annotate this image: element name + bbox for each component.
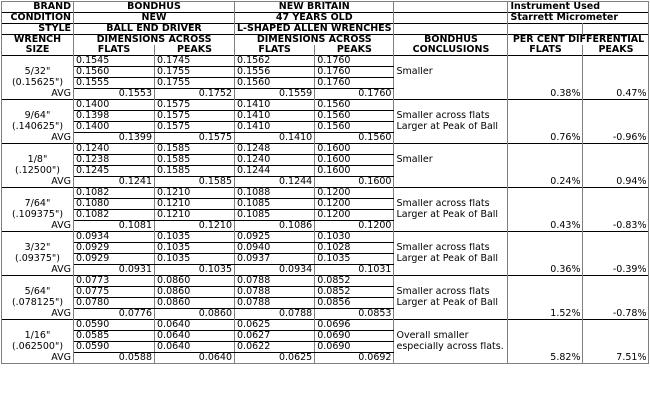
peaks-value: 0.1575 bbox=[155, 122, 235, 133]
diff-cell bbox=[508, 232, 583, 243]
peaks-value: 0.1600 bbox=[315, 166, 394, 177]
avg-peaks: 0.0692 bbox=[315, 353, 394, 364]
flats-value: 0.1560 bbox=[74, 67, 155, 78]
peaks-value: 0.1210 bbox=[155, 188, 235, 199]
flats-value: 0.1398 bbox=[74, 111, 155, 122]
diff-flats: 0.43% bbox=[508, 221, 583, 232]
peaks-value: 0.0690 bbox=[315, 331, 394, 342]
conclusion-text: Overall smaller bbox=[394, 331, 508, 342]
peaks-value: 0.1585 bbox=[155, 155, 235, 166]
header-cell: FLATS bbox=[235, 45, 315, 56]
avg-flats: 0.0931 bbox=[74, 265, 155, 276]
flats-value: 0.1085 bbox=[235, 210, 315, 221]
wrench-size-cell: 5/64" bbox=[2, 287, 74, 298]
wrench-size-cell: 9/64" bbox=[2, 111, 74, 122]
header-cell: BONDHUS bbox=[394, 35, 508, 46]
avg-peaks: 0.1600 bbox=[315, 177, 394, 188]
diff-cell bbox=[508, 287, 583, 298]
header-cell: PEAKS bbox=[155, 45, 235, 56]
avg-flats: 0.0776 bbox=[74, 309, 155, 320]
header-cell: BALL END DRIVER bbox=[74, 24, 235, 35]
peaks-value: 0.0640 bbox=[155, 342, 235, 353]
conclusion-text bbox=[394, 188, 508, 199]
diff-cell bbox=[583, 342, 649, 353]
flats-value: 0.1245 bbox=[74, 166, 155, 177]
avg-flats: 0.0625 bbox=[235, 353, 315, 364]
wrench-size-cell: 1/16" bbox=[2, 331, 74, 342]
diff-cell bbox=[583, 155, 649, 166]
conclusion-text bbox=[394, 56, 508, 67]
avg-flats: 0.1086 bbox=[235, 221, 315, 232]
diff-peaks: -0.78% bbox=[583, 309, 649, 320]
avg-flats: 0.1559 bbox=[235, 89, 315, 100]
diff-cell bbox=[583, 166, 649, 177]
avg-peaks: 0.0860 bbox=[155, 309, 235, 320]
header-cell: BRAND bbox=[2, 2, 74, 13]
flats-value: 0.0627 bbox=[235, 331, 315, 342]
conclusion-text bbox=[394, 353, 508, 364]
peaks-value: 0.1575 bbox=[155, 100, 235, 111]
flats-value: 0.0590 bbox=[74, 320, 155, 331]
peaks-value: 0.0690 bbox=[315, 342, 394, 353]
conclusion-text bbox=[394, 265, 508, 276]
wrench-size-cell bbox=[2, 56, 74, 67]
header-cell: FLATS bbox=[508, 45, 583, 56]
peaks-value: 0.1560 bbox=[315, 122, 394, 133]
diff-cell bbox=[508, 78, 583, 89]
flats-value: 0.1562 bbox=[235, 56, 315, 67]
header-cell: BONDHUS bbox=[74, 2, 235, 13]
flats-value: 0.0925 bbox=[235, 232, 315, 243]
header-cell: SIZE bbox=[2, 45, 74, 56]
diff-flats: 0.36% bbox=[508, 265, 583, 276]
peaks-value: 0.1585 bbox=[155, 144, 235, 155]
wrench-size-cell: (.062500") bbox=[2, 342, 74, 353]
diff-cell bbox=[583, 188, 649, 199]
wrench-size-cell: 1/8" bbox=[2, 155, 74, 166]
header-cell bbox=[583, 24, 649, 35]
diff-cell bbox=[583, 331, 649, 342]
conclusion-text: Larger at Peak of Ball bbox=[394, 122, 508, 133]
diff-cell bbox=[508, 188, 583, 199]
flats-value: 0.1410 bbox=[235, 111, 315, 122]
avg-label: AVG bbox=[2, 221, 74, 232]
flats-value: 0.1082 bbox=[74, 188, 155, 199]
avg-flats: 0.1410 bbox=[235, 133, 315, 144]
diff-cell bbox=[508, 122, 583, 133]
flats-value: 0.1410 bbox=[235, 122, 315, 133]
header-cell: FLATS bbox=[74, 45, 155, 56]
avg-flats: 0.1399 bbox=[74, 133, 155, 144]
diff-cell bbox=[583, 254, 649, 265]
wrench-size-cell bbox=[2, 320, 74, 331]
peaks-value: 0.1210 bbox=[155, 199, 235, 210]
wrench-size-cell: (.078125") bbox=[2, 298, 74, 309]
header-cell: NEW BRITAIN bbox=[235, 2, 394, 13]
wrench-size-cell: 7/64" bbox=[2, 199, 74, 210]
flats-value: 0.1410 bbox=[235, 100, 315, 111]
conclusion-text: Smaller across flats bbox=[394, 243, 508, 254]
avg-flats: 0.1553 bbox=[74, 89, 155, 100]
peaks-value: 0.1760 bbox=[315, 78, 394, 89]
avg-peaks: 0.1035 bbox=[155, 265, 235, 276]
peaks-value: 0.1028 bbox=[315, 243, 394, 254]
peaks-value: 0.0640 bbox=[155, 331, 235, 342]
conclusion-text bbox=[394, 100, 508, 111]
avg-label: AVG bbox=[2, 309, 74, 320]
diff-cell bbox=[583, 199, 649, 210]
flats-value: 0.1240 bbox=[74, 144, 155, 155]
header-cell: DIMENSIONS ACROSS bbox=[235, 35, 394, 46]
conclusion-text bbox=[394, 89, 508, 100]
diff-cell bbox=[508, 210, 583, 221]
peaks-value: 0.1600 bbox=[315, 144, 394, 155]
header-cell bbox=[508, 24, 583, 35]
flats-value: 0.1244 bbox=[235, 166, 315, 177]
avg-peaks: 0.1200 bbox=[315, 221, 394, 232]
peaks-value: 0.0696 bbox=[315, 320, 394, 331]
diff-cell bbox=[583, 144, 649, 155]
wrench-size-cell: 3/32" bbox=[2, 243, 74, 254]
wrench-size-cell: (.09375") bbox=[2, 254, 74, 265]
avg-peaks: 0.1031 bbox=[315, 265, 394, 276]
diff-cell bbox=[583, 232, 649, 243]
diff-peaks: -0.96% bbox=[583, 133, 649, 144]
diff-cell bbox=[508, 144, 583, 155]
diff-peaks: -0.39% bbox=[583, 265, 649, 276]
peaks-value: 0.1575 bbox=[155, 111, 235, 122]
peaks-value: 0.1755 bbox=[155, 78, 235, 89]
header-cell: NEW bbox=[74, 13, 235, 24]
flats-value: 0.0788 bbox=[235, 276, 315, 287]
flats-value: 0.1555 bbox=[74, 78, 155, 89]
diff-cell bbox=[508, 342, 583, 353]
avg-peaks: 0.1760 bbox=[315, 89, 394, 100]
flats-value: 0.1560 bbox=[235, 78, 315, 89]
flats-value: 0.0780 bbox=[74, 298, 155, 309]
flats-value: 0.1238 bbox=[74, 155, 155, 166]
diff-cell bbox=[583, 111, 649, 122]
peaks-value: 0.1755 bbox=[155, 67, 235, 78]
flats-value: 0.0585 bbox=[74, 331, 155, 342]
avg-flats: 0.1081 bbox=[74, 221, 155, 232]
diff-cell bbox=[583, 276, 649, 287]
flats-value: 0.1082 bbox=[74, 210, 155, 221]
peaks-value: 0.1760 bbox=[315, 67, 394, 78]
diff-flats: 0.76% bbox=[508, 133, 583, 144]
peaks-value: 0.1200 bbox=[315, 210, 394, 221]
avg-flats: 0.0588 bbox=[74, 353, 155, 364]
flats-value: 0.1400 bbox=[74, 122, 155, 133]
diff-cell bbox=[508, 276, 583, 287]
flats-value: 0.0622 bbox=[235, 342, 315, 353]
peaks-value: 0.1035 bbox=[155, 232, 235, 243]
diff-cell bbox=[508, 56, 583, 67]
header-cell: CONDITION bbox=[2, 13, 74, 24]
peaks-value: 0.0852 bbox=[315, 276, 394, 287]
diff-cell bbox=[583, 320, 649, 331]
diff-cell bbox=[583, 298, 649, 309]
avg-peaks: 0.1585 bbox=[155, 177, 235, 188]
flats-value: 0.0775 bbox=[74, 287, 155, 298]
peaks-value: 0.0860 bbox=[155, 298, 235, 309]
wrench-size-cell bbox=[2, 232, 74, 243]
header-cell: PER CENT DIFFERENTIAL bbox=[508, 35, 649, 46]
avg-peaks: 0.1560 bbox=[315, 133, 394, 144]
header-cell: Starrett Micrometer bbox=[508, 13, 649, 24]
avg-peaks: 0.1752 bbox=[155, 89, 235, 100]
diff-cell bbox=[508, 254, 583, 265]
avg-flats: 0.0934 bbox=[235, 265, 315, 276]
peaks-value: 0.1035 bbox=[315, 254, 394, 265]
wrench-size-cell: 5/32" bbox=[2, 67, 74, 78]
conclusion-text: Smaller bbox=[394, 155, 508, 166]
peaks-value: 0.0640 bbox=[155, 320, 235, 331]
flats-value: 0.0929 bbox=[74, 254, 155, 265]
avg-label: AVG bbox=[2, 177, 74, 188]
diff-flats: 0.38% bbox=[508, 89, 583, 100]
flats-value: 0.0788 bbox=[235, 298, 315, 309]
wrench-size-cell bbox=[2, 276, 74, 287]
diff-cell bbox=[583, 100, 649, 111]
avg-peaks: 0.1575 bbox=[155, 133, 235, 144]
wrench-size-cell: (.109375") bbox=[2, 210, 74, 221]
diff-cell bbox=[508, 111, 583, 122]
avg-peaks: 0.0640 bbox=[155, 353, 235, 364]
wrench-size-cell: (.140625") bbox=[2, 122, 74, 133]
wrench-size-cell bbox=[2, 188, 74, 199]
avg-flats: 0.1241 bbox=[74, 177, 155, 188]
diff-cell bbox=[583, 122, 649, 133]
diff-peaks: 0.94% bbox=[583, 177, 649, 188]
flats-value: 0.1556 bbox=[235, 67, 315, 78]
flats-value: 0.1085 bbox=[235, 199, 315, 210]
diff-flats: 0.24% bbox=[508, 177, 583, 188]
conclusion-text bbox=[394, 166, 508, 177]
conclusion-text bbox=[394, 276, 508, 287]
conclusion-text bbox=[394, 232, 508, 243]
peaks-value: 0.1585 bbox=[155, 166, 235, 177]
peaks-value: 0.1745 bbox=[155, 56, 235, 67]
diff-cell bbox=[508, 155, 583, 166]
conclusion-text bbox=[394, 309, 508, 320]
header-cell bbox=[394, 24, 508, 35]
peaks-value: 0.1035 bbox=[155, 243, 235, 254]
peaks-value: 0.0860 bbox=[155, 276, 235, 287]
avg-peaks: 0.0853 bbox=[315, 309, 394, 320]
header-cell: WRENCH bbox=[2, 35, 74, 46]
diff-peaks: 7.51% bbox=[583, 353, 649, 364]
header-cell: L-SHAPED ALLEN WRENCHES bbox=[235, 24, 394, 35]
diff-flats: 1.52% bbox=[508, 309, 583, 320]
conclusion-text bbox=[394, 320, 508, 331]
diff-cell bbox=[583, 210, 649, 221]
avg-label: AVG bbox=[2, 89, 74, 100]
conclusion-text: especially across flats. bbox=[394, 342, 508, 353]
header-cell: CONCLUSIONS bbox=[394, 45, 508, 56]
flats-value: 0.0940 bbox=[235, 243, 315, 254]
header-cell: Instrument Used bbox=[508, 2, 649, 13]
diff-cell bbox=[508, 166, 583, 177]
flats-value: 0.0929 bbox=[74, 243, 155, 254]
peaks-value: 0.0852 bbox=[315, 287, 394, 298]
peaks-value: 0.1560 bbox=[315, 111, 394, 122]
flats-value: 0.1080 bbox=[74, 199, 155, 210]
avg-peaks: 0.1210 bbox=[155, 221, 235, 232]
peaks-value: 0.1035 bbox=[155, 254, 235, 265]
wrench-size-cell: (0.15625") bbox=[2, 78, 74, 89]
avg-flats: 0.0788 bbox=[235, 309, 315, 320]
peaks-value: 0.1030 bbox=[315, 232, 394, 243]
peaks-value: 0.1210 bbox=[155, 210, 235, 221]
diff-cell bbox=[583, 287, 649, 298]
flats-value: 0.0937 bbox=[235, 254, 315, 265]
flats-value: 0.1088 bbox=[235, 188, 315, 199]
header-cell bbox=[394, 13, 508, 24]
peaks-value: 0.1560 bbox=[315, 100, 394, 111]
conclusion-text: Smaller bbox=[394, 67, 508, 78]
diff-cell bbox=[508, 67, 583, 78]
avg-label: AVG bbox=[2, 353, 74, 364]
wrench-size-cell: (.12500") bbox=[2, 166, 74, 177]
flats-value: 0.0934 bbox=[74, 232, 155, 243]
peaks-value: 0.1200 bbox=[315, 188, 394, 199]
header-cell: 47 YEARS OLD bbox=[235, 13, 394, 24]
flats-value: 0.1545 bbox=[74, 56, 155, 67]
diff-cell bbox=[508, 100, 583, 111]
diff-cell bbox=[508, 331, 583, 342]
flats-value: 0.1240 bbox=[235, 155, 315, 166]
avg-label: AVG bbox=[2, 133, 74, 144]
conclusion-text bbox=[394, 78, 508, 89]
conclusion-text bbox=[394, 144, 508, 155]
avg-label: AVG bbox=[2, 265, 74, 276]
conclusion-text: Smaller across flats bbox=[394, 199, 508, 210]
flats-value: 0.0625 bbox=[235, 320, 315, 331]
flats-value: 0.0590 bbox=[74, 342, 155, 353]
diff-cell bbox=[583, 243, 649, 254]
diff-cell bbox=[508, 243, 583, 254]
conclusion-text bbox=[394, 133, 508, 144]
header-cell bbox=[394, 2, 508, 13]
peaks-value: 0.0860 bbox=[155, 287, 235, 298]
peaks-value: 0.1760 bbox=[315, 56, 394, 67]
diff-cell bbox=[508, 298, 583, 309]
diff-cell bbox=[583, 56, 649, 67]
flats-value: 0.0788 bbox=[235, 287, 315, 298]
header-cell: STYLE bbox=[2, 24, 74, 35]
conclusion-text: Larger at Peak of Ball bbox=[394, 298, 508, 309]
conclusion-text bbox=[394, 177, 508, 188]
flats-value: 0.0773 bbox=[74, 276, 155, 287]
diff-peaks: -0.83% bbox=[583, 221, 649, 232]
diff-flats: 5.82% bbox=[508, 353, 583, 364]
header-cell: DIMENSIONS ACROSS bbox=[74, 35, 235, 46]
diff-peaks: 0.47% bbox=[583, 89, 649, 100]
flats-value: 0.1248 bbox=[235, 144, 315, 155]
diff-cell bbox=[508, 320, 583, 331]
conclusion-text: Larger at Peak of Ball bbox=[394, 210, 508, 221]
flats-value: 0.1400 bbox=[74, 100, 155, 111]
wrench-comparison-table bbox=[1, 1, 649, 364]
conclusion-text: Larger at Peak of Ball bbox=[394, 254, 508, 265]
diff-cell bbox=[583, 78, 649, 89]
avg-flats: 0.1244 bbox=[235, 177, 315, 188]
header-cell: PEAKS bbox=[583, 45, 649, 56]
peaks-value: 0.1600 bbox=[315, 155, 394, 166]
wrench-size-cell bbox=[2, 144, 74, 155]
conclusion-text: Smaller across flats bbox=[394, 111, 508, 122]
peaks-value: 0.0856 bbox=[315, 298, 394, 309]
header-cell: PEAKS bbox=[315, 45, 394, 56]
conclusion-text bbox=[394, 221, 508, 232]
diff-cell bbox=[508, 199, 583, 210]
conclusion-text: Smaller across flats bbox=[394, 287, 508, 298]
peaks-value: 0.1200 bbox=[315, 199, 394, 210]
diff-cell bbox=[583, 67, 649, 78]
wrench-size-cell bbox=[2, 100, 74, 111]
